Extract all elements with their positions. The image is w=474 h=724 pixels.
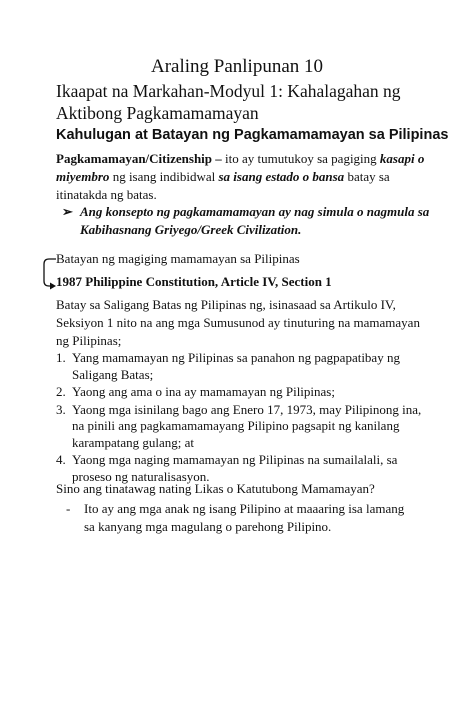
citizens-list	[56, 350, 428, 486]
page-title: Araling Panlipunan 10	[150, 56, 324, 77]
definition-emphasis-2: sa isang estado o bansa	[218, 169, 345, 184]
definition-emphasis-1: kasapi o miyembro	[56, 151, 425, 184]
natural-born-answer	[66, 500, 416, 536]
list-item-text: Yaong ang ama o ina ay mamamayan ng Pilipinas;	[72, 384, 335, 399]
list-item	[56, 402, 428, 452]
basis-paragraph: Batay sa Saligang Batas ng Pilipinas ng, isinasaad sa Artikulo IV, Seksiyon 1 nito na ang mga Sumusunod ay tinuturing na mamamayan ng Pilipinas;	[56, 297, 420, 348]
section-heading: Kahulugan at Batayan ng Pagkamamamayan sa Pilipinas	[56, 127, 449, 143]
definition-text-1: ito ay tumutukoy sa pagiging	[221, 151, 380, 166]
list-number: 2.	[56, 384, 66, 399]
arrow-bullet-icon: ➢	[62, 204, 73, 219]
list-item	[56, 384, 428, 401]
list-item-text: Yang mamamayan ng Pilipinas sa panahon ng pagpapatibay ng Saligang Batas;	[72, 350, 400, 382]
definition-term: Pagkamamayan/Citizenship –	[56, 151, 222, 166]
basis-label: Batayan ng magiging mamamayan sa Pilipinas	[56, 251, 300, 266]
list-item	[56, 350, 428, 383]
natural-born-question: Sino ang tinatawag nating Likas o Katutubong Mamamayan?	[56, 481, 375, 496]
list-number: 1.	[56, 350, 66, 365]
module-subtitle: Ikaapat na Markahan-Modyul 1: Kahalagahan ng Aktibong Pagkamamamayan	[56, 81, 401, 123]
list-number: 4.	[56, 452, 66, 467]
constitution-heading: 1987 Philippine Constitution, Article IV, Section 1	[56, 274, 332, 289]
dash-bullet: -	[66, 501, 71, 516]
answer-text: Ito ay ang mga anak ng isang Pilipino at maaaring isa lamang sa kanyang mga magulang o parehong Pilipino.	[84, 501, 405, 534]
list-item-text: Yaong mga isinilang bago ang Enero 17, 1973, may Pilipinong ina, na pinili ang pagkamamamayang Pilipino pagsapit ng kanilang karampatang gulang; at	[72, 401, 422, 450]
definition-text-3: batay sa itinatakda ng batas.	[56, 169, 390, 202]
list-item-text: Yaong mga naging mamamayan ng Pilipinas na sumailalali, sa proseso ng naturalisasyon.	[72, 452, 398, 484]
list-number: 3.	[56, 401, 66, 417]
bullet-text: Ang konsepto ng pagkamamamayan ay nag simula o nagmula sa Kabihasnang Griyego/Greek Civilization.	[80, 204, 430, 237]
definition-text-2: ng isang indibidwal	[109, 169, 219, 184]
